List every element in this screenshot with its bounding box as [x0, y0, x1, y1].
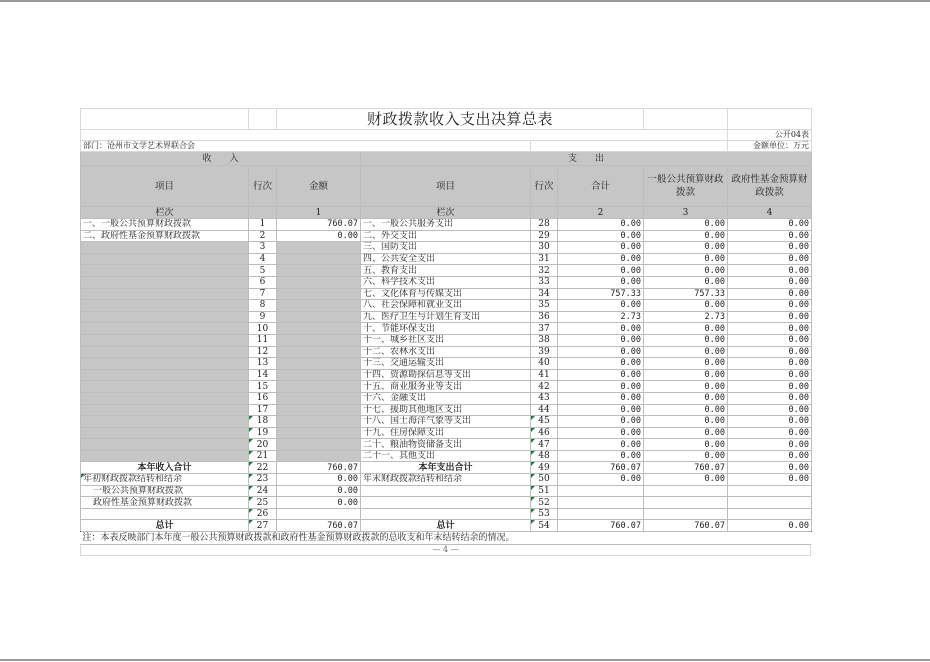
- income-line: 16: [249, 392, 277, 404]
- income-item: [81, 392, 249, 404]
- income-amount: [277, 346, 361, 358]
- income-amount: [277, 323, 361, 335]
- expense-line: 48: [531, 450, 558, 462]
- expense-gov-fund: 0.00: [728, 358, 812, 370]
- income-line: 26: [249, 508, 277, 520]
- spreadsheet: [80, 108, 811, 556]
- income-line: 14: [249, 369, 277, 381]
- table-row: [81, 346, 812, 358]
- expense-gov-fund: [728, 485, 812, 497]
- expense-gov-fund: 0.00: [728, 462, 812, 474]
- income-amount: [277, 265, 361, 277]
- expense-line: 33: [531, 276, 558, 288]
- expense-line: 35: [531, 300, 558, 312]
- expense-item: 三、国防支出: [361, 242, 531, 254]
- expense-total: 760.07: [558, 462, 644, 474]
- header-line-expense: 行次: [531, 166, 558, 207]
- income-item: 二、政府性基金预算财政拨款: [81, 230, 249, 242]
- expense-general-budget: 760.07: [644, 520, 728, 532]
- expense-total: [558, 485, 644, 497]
- note-table: [80, 531, 811, 556]
- expense-item: [361, 485, 531, 497]
- income-amount: [277, 416, 361, 428]
- income-item: [81, 311, 249, 323]
- income-line: 20: [249, 439, 277, 451]
- table-row: [81, 462, 812, 474]
- table-row: [81, 381, 812, 393]
- lan-col-2: 2: [558, 207, 644, 219]
- income-item: [81, 253, 249, 265]
- header-line: 行次: [249, 166, 277, 207]
- expense-general-budget: 0.00: [644, 300, 728, 312]
- expense-general-budget: 0.00: [644, 346, 728, 358]
- expense-general-budget: 0.00: [644, 450, 728, 462]
- table-row: [81, 474, 812, 486]
- expense-item: 二、外交支出: [361, 230, 531, 242]
- income-line: 4: [249, 253, 277, 265]
- income-item: [81, 427, 249, 439]
- expense-general-budget: 0.00: [644, 369, 728, 381]
- income-amount: 0.00: [277, 230, 361, 242]
- expense-line: 46: [531, 427, 558, 439]
- expense-total: 0.00: [558, 219, 644, 231]
- expense-general-budget: 757.33: [644, 288, 728, 300]
- expense-gov-fund: 0.00: [728, 219, 812, 231]
- income-item: [81, 381, 249, 393]
- income-line: 9: [249, 311, 277, 323]
- expense-total: 0.00: [558, 392, 644, 404]
- lan-label-expense: 栏次: [361, 207, 531, 219]
- income-item: 一、一般公共预算财政拨款: [81, 219, 249, 231]
- expense-item: 十一、城乡社区支出: [361, 334, 531, 346]
- expense-gov-fund: 0.00: [728, 520, 812, 532]
- blank-cell: [81, 109, 249, 130]
- expense-line: 30: [531, 242, 558, 254]
- expense-line: 39: [531, 346, 558, 358]
- lan-col-4: 4: [728, 207, 812, 219]
- table-row: [81, 288, 812, 300]
- income-item: 政府性基金预算财政拨款: [81, 497, 249, 509]
- expense-general-budget: 0.00: [644, 230, 728, 242]
- income-line: 6: [249, 276, 277, 288]
- income-line: 10: [249, 323, 277, 335]
- income-amount: 0.00: [277, 474, 361, 486]
- page-number: — 4 —: [81, 545, 811, 556]
- income-item: [81, 323, 249, 335]
- table-row: [81, 450, 812, 462]
- expense-general-budget: 0.00: [644, 439, 728, 451]
- expense-line: 28: [531, 219, 558, 231]
- expense-total: 0.00: [558, 242, 644, 254]
- expense-gov-fund: 0.00: [728, 474, 812, 486]
- lan-blank: [531, 207, 558, 219]
- header-amount: 金额: [277, 166, 361, 207]
- table-row: [81, 369, 812, 381]
- income-amount: [277, 427, 361, 439]
- income-item: 本年收入合计: [81, 462, 249, 474]
- expense-line: 29: [531, 230, 558, 242]
- table-row: [81, 404, 812, 416]
- form-code: 公开04表: [728, 130, 812, 141]
- expense-general-budget: 0.00: [644, 219, 728, 231]
- table-row: [81, 265, 812, 277]
- expense-total: 0.00: [558, 439, 644, 451]
- expense-gov-fund: 0.00: [728, 427, 812, 439]
- header-general-budget: 一般公共预算财政拨款: [644, 166, 728, 207]
- expense-line: 52: [531, 497, 558, 509]
- table-row: [81, 253, 812, 265]
- blank-cell: [644, 109, 728, 130]
- income-amount: 760.07: [277, 462, 361, 474]
- expense-gov-fund: 0.00: [728, 334, 812, 346]
- income-line: 24: [249, 485, 277, 497]
- expense-line: 40: [531, 358, 558, 370]
- expense-total: [558, 508, 644, 520]
- expense-general-budget: 0.00: [644, 392, 728, 404]
- expense-total: 0.00: [558, 416, 644, 428]
- income-item: [81, 358, 249, 370]
- expense-gov-fund: 0.00: [728, 265, 812, 277]
- expense-general-budget: 760.07: [644, 462, 728, 474]
- table-row: [81, 311, 812, 323]
- expense-line: 53: [531, 508, 558, 520]
- expense-gov-fund: 0.00: [728, 369, 812, 381]
- blank-cell: [81, 130, 728, 141]
- expense-gov-fund: 0.00: [728, 392, 812, 404]
- expense-total: 0.00: [558, 265, 644, 277]
- expense-total: 0.00: [558, 276, 644, 288]
- header-item-expense: 项目: [361, 166, 531, 207]
- expense-total: 0.00: [558, 323, 644, 335]
- expense-item: 十七、援助其他地区支出: [361, 404, 531, 416]
- income-line: 18: [249, 416, 277, 428]
- income-item: 一般公共预算财政拨款: [81, 485, 249, 497]
- bottom-border: [0, 659, 930, 661]
- income-line: 22: [249, 462, 277, 474]
- expense-general-budget: 0.00: [644, 358, 728, 370]
- income-item: 总计: [81, 520, 249, 532]
- income-amount: [277, 334, 361, 346]
- expense-section-header: 支 出: [361, 152, 812, 166]
- income-amount: 760.07: [277, 219, 361, 231]
- expense-general-budget: 0.00: [644, 276, 728, 288]
- expense-line: 34: [531, 288, 558, 300]
- expense-general-budget: 0.00: [644, 427, 728, 439]
- expense-item: 年末财政拨款结转和结余: [361, 474, 531, 486]
- expense-gov-fund: [728, 508, 812, 520]
- expense-gov-fund: 0.00: [728, 242, 812, 254]
- expense-line: 42: [531, 381, 558, 393]
- expense-line: 38: [531, 334, 558, 346]
- income-amount: [277, 242, 361, 254]
- income-line: 13: [249, 358, 277, 370]
- income-item: [81, 288, 249, 300]
- income-item: [81, 450, 249, 462]
- table-row: [81, 485, 812, 497]
- expense-line: 49: [531, 462, 558, 474]
- table-title: 财政拨款收入支出决算总表: [277, 109, 644, 130]
- expense-gov-fund: 0.00: [728, 439, 812, 451]
- table-row: [81, 219, 812, 231]
- income-item: [81, 346, 249, 358]
- expense-item: 二十、粮油物资储备支出: [361, 439, 531, 451]
- expense-total: 0.00: [558, 334, 644, 346]
- expense-total: 0.00: [558, 474, 644, 486]
- expense-total: 0.00: [558, 358, 644, 370]
- income-item: [81, 276, 249, 288]
- table-row: [81, 358, 812, 370]
- income-item: [81, 242, 249, 254]
- expense-total: 0.00: [558, 404, 644, 416]
- header-total: 合计: [558, 166, 644, 207]
- income-amount: [277, 381, 361, 393]
- income-amount: [277, 392, 361, 404]
- expense-total: 760.07: [558, 520, 644, 532]
- expense-total: 0.00: [558, 427, 644, 439]
- expense-line: 31: [531, 253, 558, 265]
- table-row: [81, 323, 812, 335]
- expense-total: 0.00: [558, 381, 644, 393]
- income-line: 23: [249, 474, 277, 486]
- expense-line: 47: [531, 439, 558, 451]
- header-item: 项目: [81, 166, 249, 207]
- expense-gov-fund: [728, 497, 812, 509]
- expense-general-budget: 0.00: [644, 474, 728, 486]
- expense-general-budget: 0.00: [644, 334, 728, 346]
- expense-general-budget: 0.00: [644, 416, 728, 428]
- income-amount: [277, 358, 361, 370]
- income-amount: [277, 404, 361, 416]
- expense-item: 十九、住房保障支出: [361, 427, 531, 439]
- expense-gov-fund: 0.00: [728, 311, 812, 323]
- income-amount: [277, 439, 361, 451]
- table-note: 注：本表反映部门本年度一般公共预算财政拨款和政府性基金预算财政拨款的总收支和年末结转结余的情况。: [81, 532, 811, 545]
- income-item: [81, 300, 249, 312]
- income-amount: [277, 311, 361, 323]
- expense-item: 十、节能环保支出: [361, 323, 531, 335]
- expense-general-budget: 0.00: [644, 323, 728, 335]
- income-item: [81, 369, 249, 381]
- expense-general-budget: 0.00: [644, 404, 728, 416]
- income-line: 1: [249, 219, 277, 231]
- table-row: [81, 242, 812, 254]
- top-border: [0, 0, 930, 2]
- expense-line: 54: [531, 520, 558, 532]
- header-gov-fund: 政府性基金预算财政拨款: [728, 166, 812, 207]
- expense-item: 本年支出合计: [361, 462, 531, 474]
- income-line: 3: [249, 242, 277, 254]
- expense-item: 十四、资源勘探信息等支出: [361, 369, 531, 381]
- expense-total: 0.00: [558, 369, 644, 381]
- expense-line: 51: [531, 485, 558, 497]
- expense-gov-fund: 0.00: [728, 346, 812, 358]
- table-row: [81, 416, 812, 428]
- income-amount: 0.00: [277, 497, 361, 509]
- expense-total: 2.73: [558, 311, 644, 323]
- expense-total: 0.00: [558, 253, 644, 265]
- expense-total: [558, 497, 644, 509]
- expense-total: 0.00: [558, 346, 644, 358]
- income-line: 12: [249, 346, 277, 358]
- table-row: [81, 427, 812, 439]
- expense-item: 十二、农林水支出: [361, 346, 531, 358]
- blank-cell: [728, 109, 812, 130]
- expense-item: 七、文化体育与传媒支出: [361, 288, 531, 300]
- lan-blank: [249, 207, 277, 219]
- expense-line: 36: [531, 311, 558, 323]
- expense-item: 四、公共安全支出: [361, 253, 531, 265]
- income-line: 17: [249, 404, 277, 416]
- income-line: 8: [249, 300, 277, 312]
- expense-gov-fund: 0.00: [728, 404, 812, 416]
- income-item: [81, 439, 249, 451]
- income-item: 年初财政拨款结转和结余: [81, 474, 249, 486]
- blank-cell: [249, 109, 277, 130]
- table-row: [81, 520, 812, 532]
- lan-label: 栏次: [81, 207, 249, 219]
- expense-gov-fund: 0.00: [728, 276, 812, 288]
- expense-total: 757.33: [558, 288, 644, 300]
- lan-col-3: 3: [644, 207, 728, 219]
- expense-item: [361, 497, 531, 509]
- expense-item: 十八、国土海洋气象等支出: [361, 416, 531, 428]
- expense-item: 二十一、其他支出: [361, 450, 531, 462]
- blank-cell: [531, 141, 728, 152]
- income-amount: [277, 369, 361, 381]
- income-item: [81, 334, 249, 346]
- expense-item: [361, 508, 531, 520]
- expense-item: 十六、金融支出: [361, 392, 531, 404]
- expense-item: 八、社会保障和就业支出: [361, 300, 531, 312]
- income-item: [81, 416, 249, 428]
- income-amount: 0.00: [277, 485, 361, 497]
- lan-col-1: 1: [277, 207, 361, 219]
- table-row: [81, 392, 812, 404]
- expense-line: 37: [531, 323, 558, 335]
- expense-general-budget: 2.73: [644, 311, 728, 323]
- expense-item: 十三、交通运输支出: [361, 358, 531, 370]
- table-row: [81, 230, 812, 242]
- income-line: 15: [249, 381, 277, 393]
- income-amount: [277, 508, 361, 520]
- expense-line: 32: [531, 265, 558, 277]
- expense-total: 0.00: [558, 450, 644, 462]
- expense-line: 44: [531, 404, 558, 416]
- expense-general-budget: 0.00: [644, 253, 728, 265]
- table-row: [81, 439, 812, 451]
- income-line: 27: [249, 520, 277, 532]
- department-label: 部门：沧州市文学艺术界联合会: [81, 141, 531, 152]
- income-line: 5: [249, 265, 277, 277]
- expense-total: 0.00: [558, 230, 644, 242]
- expense-gov-fund: 0.00: [728, 230, 812, 242]
- expense-line: 45: [531, 416, 558, 428]
- table-row: [81, 300, 812, 312]
- expense-gov-fund: 0.00: [728, 253, 812, 265]
- expense-gov-fund: 0.00: [728, 300, 812, 312]
- income-amount: [277, 276, 361, 288]
- expense-item: 五、教育支出: [361, 265, 531, 277]
- expense-gov-fund: 0.00: [728, 381, 812, 393]
- income-line: 21: [249, 450, 277, 462]
- expense-item: 总计: [361, 520, 531, 532]
- income-item: [81, 265, 249, 277]
- income-section-header: 收 入: [81, 152, 361, 166]
- expense-item: 六、科学技术支出: [361, 276, 531, 288]
- expense-general-budget: 0.00: [644, 381, 728, 393]
- income-amount: [277, 253, 361, 265]
- income-amount: [277, 450, 361, 462]
- expense-line: 43: [531, 392, 558, 404]
- expense-item: 十五、商业服务业等支出: [361, 381, 531, 393]
- expense-gov-fund: 0.00: [728, 323, 812, 335]
- expense-item: 一、一般公共服务支出: [361, 219, 531, 231]
- income-line: 25: [249, 497, 277, 509]
- expense-total: 0.00: [558, 300, 644, 312]
- expense-general-budget: [644, 485, 728, 497]
- income-line: 2: [249, 230, 277, 242]
- table-row: [81, 497, 812, 509]
- income-amount: 760.07: [277, 520, 361, 532]
- income-line: 11: [249, 334, 277, 346]
- income-item: [81, 508, 249, 520]
- expense-line: 50: [531, 474, 558, 486]
- income-amount: [277, 288, 361, 300]
- expense-gov-fund: 0.00: [728, 288, 812, 300]
- expense-general-budget: 0.00: [644, 265, 728, 277]
- expense-general-budget: 0.00: [644, 242, 728, 254]
- expense-line: 41: [531, 369, 558, 381]
- income-line: 19: [249, 427, 277, 439]
- table-row: [81, 276, 812, 288]
- income-line: 7: [249, 288, 277, 300]
- budget-table: [80, 108, 812, 532]
- expense-item: 九、医疗卫生与计划生育支出: [361, 311, 531, 323]
- expense-general-budget: [644, 497, 728, 509]
- income-item: [81, 404, 249, 416]
- expense-general-budget: [644, 508, 728, 520]
- expense-gov-fund: 0.00: [728, 450, 812, 462]
- table-row: [81, 334, 812, 346]
- unit-label: 金额单位：万元: [728, 141, 812, 152]
- expense-gov-fund: 0.00: [728, 416, 812, 428]
- table-row: [81, 508, 812, 520]
- income-amount: [277, 300, 361, 312]
